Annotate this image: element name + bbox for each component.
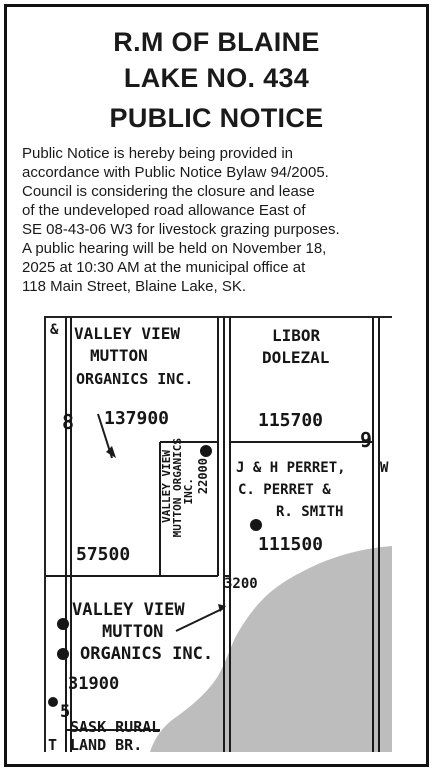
- section-5-label: 5: [60, 702, 71, 722]
- owner-bottom-line: SASK RURAL: [70, 718, 161, 736]
- notice-line: Public Notice is hereby being provided in: [22, 145, 293, 162]
- residence-dot: [200, 445, 212, 457]
- owner-se9-line: C. PERRET &: [238, 482, 331, 498]
- land-map: [44, 316, 392, 752]
- value-sw8: 57500: [76, 544, 131, 565]
- notice-line: Council is considering the closure and lease: [22, 183, 315, 200]
- value-small: 3200: [224, 576, 258, 592]
- value-nw: 137900: [104, 408, 170, 429]
- notice-line: SE 08-43-06 W3 for livestock grazing purposes.: [22, 221, 340, 238]
- value-ne: 115700: [258, 410, 324, 431]
- strip-owner-line: VALLEY VIEW: [160, 450, 173, 523]
- strip-value: 22000: [196, 458, 210, 495]
- notice-body: [22, 144, 417, 296]
- residence-dot: [57, 648, 69, 660]
- owner-s-line: ORGANICS INC.: [80, 644, 214, 664]
- residence-dot: [48, 697, 58, 707]
- notice-line: A public hearing will be held on November 18,: [22, 240, 327, 257]
- notice-line: 118 Main Street, Blaine Lake, SK.: [22, 278, 247, 295]
- owner-bottom-line: LAND BR.: [70, 736, 143, 754]
- edge-mark-right: W: [380, 460, 389, 476]
- strip-owner-line: INC.: [182, 478, 195, 505]
- edge-mark-bottom: T: [48, 736, 58, 754]
- owner-nw-line: ORGANICS INC.: [76, 370, 194, 388]
- notice-heading: PUBLIC NOTICE: [109, 103, 324, 133]
- value-s: 31900: [68, 674, 120, 694]
- municipality-title: R.M OF BLAINE: [113, 27, 320, 57]
- notice-line: of the undeveloped road allowance East of: [22, 202, 306, 219]
- owner-se9-line: R. SMITH: [276, 504, 344, 520]
- notice-line: accordance with Public Notice Bylaw 94/2005.: [22, 164, 329, 181]
- section-9-label: 9: [360, 428, 373, 452]
- strip-owner-line: MUTTON ORGANICS: [171, 438, 184, 538]
- owner-nw-line: VALLEY VIEW: [74, 324, 180, 343]
- edge-mark-left: &: [50, 322, 59, 338]
- residence-dot: [57, 618, 69, 630]
- owner-s-line: MUTTON: [102, 622, 164, 642]
- owner-nw-line: MUTTON: [90, 346, 148, 365]
- residence-dot: [250, 519, 262, 531]
- municipality-number: LAKE NO. 434: [123, 63, 310, 93]
- owner-s-line: VALLEY VIEW: [72, 600, 185, 620]
- notice-line: 2025 at 10:30 AM at the municipal office at: [22, 259, 306, 276]
- section-8-label: 8: [62, 410, 75, 434]
- value-se9: 111500: [258, 534, 324, 555]
- owner-ne-line: LIBOR: [272, 326, 321, 345]
- owner-se9-line: J & H PERRET,: [236, 460, 346, 476]
- owner-ne-line: DOLEZAL: [262, 348, 330, 367]
